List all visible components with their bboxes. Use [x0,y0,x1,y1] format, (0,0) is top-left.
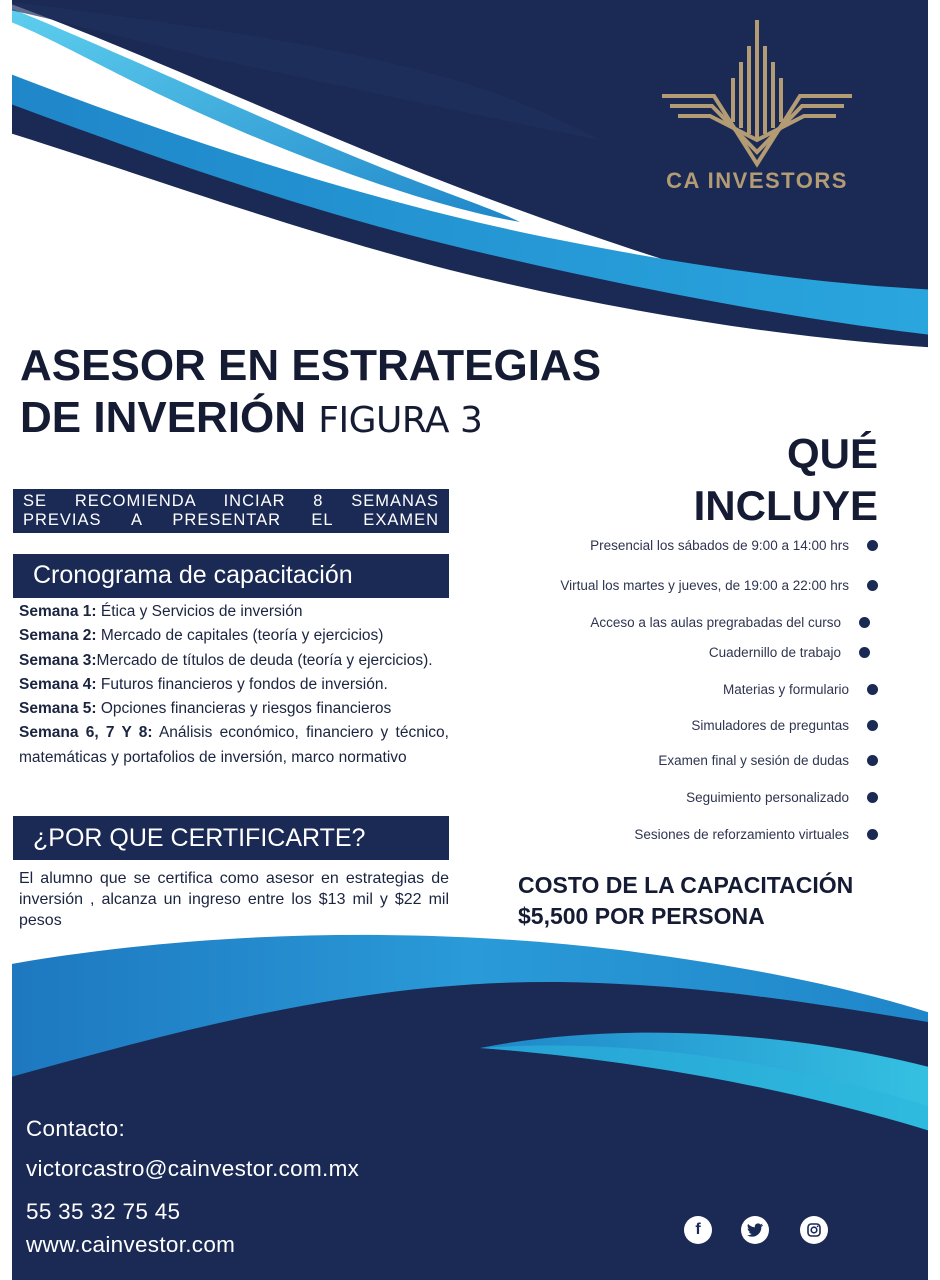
bullet-dot-icon [859,647,870,658]
contact-phone: 55 35 32 75 45 [26,1199,181,1224]
page-title [20,340,601,447]
incluye-heading [694,428,878,532]
costo-line-2: $5,500 POR PERSONA [518,903,765,929]
incluye-title-2: INCLUYE [693,482,878,529]
bullet-dot-icon [867,720,878,731]
recommendation-box [13,489,449,533]
recommend-line-1: SE RECOMIENDA INCIAR 8 SEMANAS [23,492,439,510]
twitter-icon[interactable] [741,1216,769,1244]
certificarte-body: El alumno que se certifica como asesor en estrategias de inversión , alcanza un ingreso entre los $13 mil y $22 mil pesos [19,870,449,929]
incluye-title-1: QUÉ [786,430,878,477]
title-line-1: ASESOR EN ESTRATEGIAS [20,341,602,390]
costo-line-1: COSTO DE LA CAPACITACIÓN [518,872,854,898]
incluye-item: Presencial los sábados de 9:00 a 14:00 hrs [590,538,878,553]
bullet-dot-icon [867,540,878,551]
incluye-item: Virtual los martes y jueves, de 19:00 a 22:00 hrs [560,578,878,593]
facebook-icon[interactable]: f [684,1216,712,1244]
recommend-line-2: PREVIAS A PRESENTAR EL EXAMEN [23,511,439,529]
certificarte-heading: ¿POR QUE CERTIFICARTE? [13,816,449,860]
bullet-dot-icon [867,792,878,803]
bullet-dot-icon [867,580,878,591]
week-item: Semana 1: Ética y Servicios de inversión [19,603,303,620]
bullet-dot-icon [867,755,878,766]
bottom-wave-decoration [0,920,940,1280]
left-page-margin [0,0,12,1280]
incluye-item: Sesiones de reforzamiento virtuales [634,827,878,842]
week-item: Semana 2: Mercado de capitales (teoría y ejercicios) [19,627,384,645]
cronograma-list [19,600,449,770]
incluye-item: Materias y formulario [723,682,878,697]
contact-website-link[interactable]: www.cainvestor.com [26,1232,236,1257]
title-line-2: DE INVERIÓN [20,393,307,442]
cronograma-heading: Cronograma de capacitación [13,554,449,598]
contact-label: Contacto: [26,1116,126,1141]
week-item: Semana 5: Opciones financieras y riesgos financieros [19,700,392,718]
incluye-item: Seguimiento personalizado [686,790,878,805]
incluye-item: Acceso a las aulas pregrabadas del curso [590,615,870,630]
skyline-emblem-icon [652,18,862,168]
week-item: Semana 3:Mercado de títulos de deuda (teoría y ejercicios). [19,651,433,669]
costo-block [518,870,853,932]
instagram-icon[interactable] [800,1216,828,1244]
ca-investors-logo [652,18,862,198]
bullet-dot-icon [867,829,878,840]
bullet-dot-icon [867,684,878,695]
contact-email-link[interactable]: victorcastro@cainvestor.com.mx [26,1156,360,1181]
week-item: Semana 4: Futuros financieros y fondos de inversión. [19,675,388,693]
incluye-item: Simuladores de preguntas [691,718,878,733]
title-suffix: FIGURA 3 [318,400,483,441]
week-item: Semana 6, 7 Y 8: Análisis económico, financiero y técnico, matemáticas y portafolios de inversión, marco normativo [19,724,449,766]
bullet-dot-icon [859,617,870,628]
logo-text: CA INVESTORS [666,168,848,193]
incluye-item: Cuadernillo de trabajo [709,645,870,660]
right-page-margin [928,0,940,1280]
incluye-item: Examen final y sesión de dudas [658,753,878,768]
